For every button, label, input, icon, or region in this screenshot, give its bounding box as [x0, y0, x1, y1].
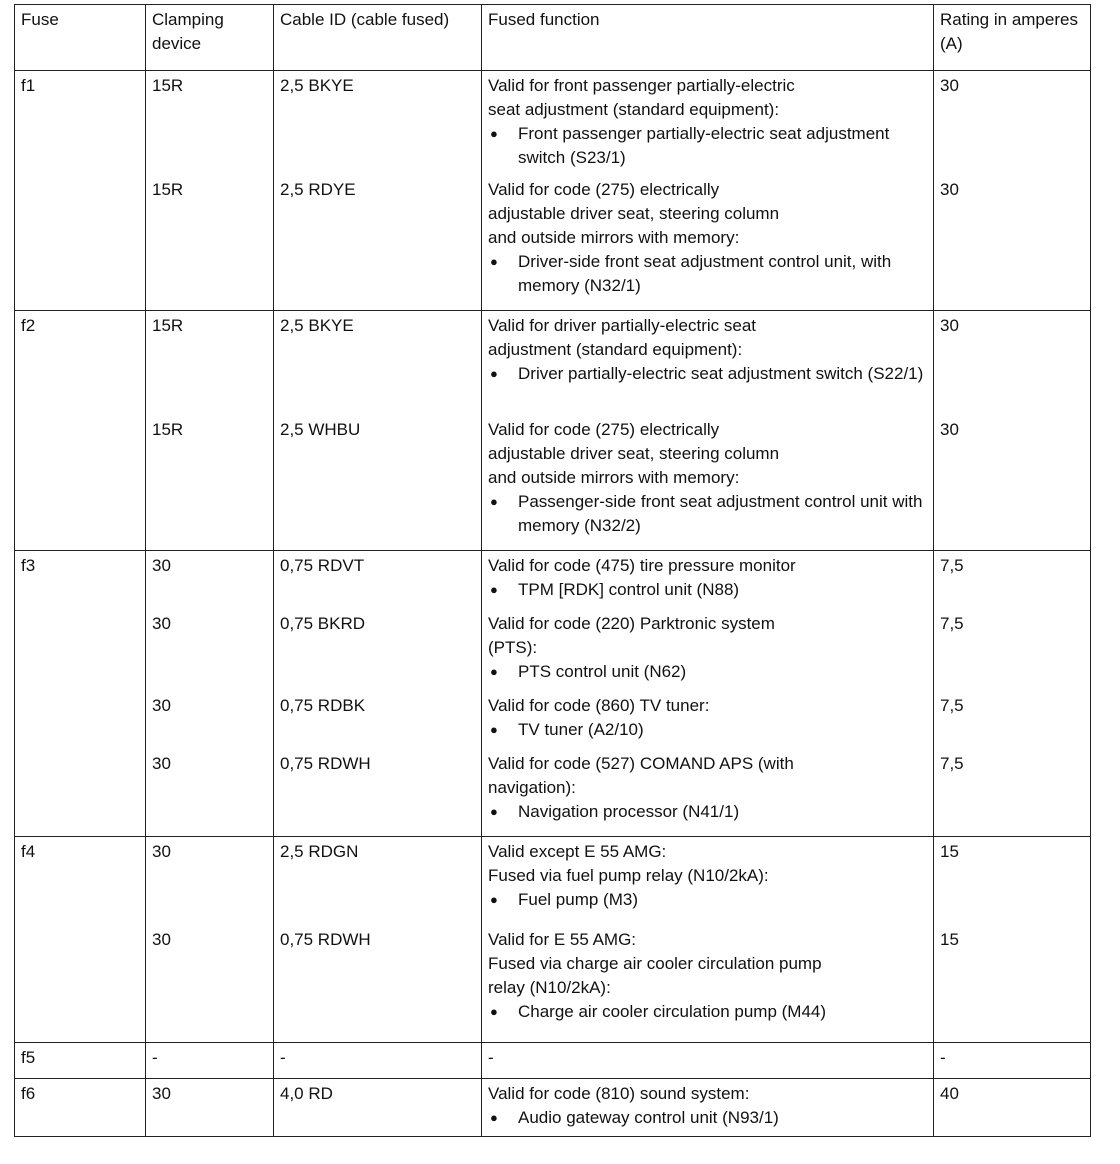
function-description-line: navigation):: [488, 778, 576, 797]
fuse-id: f6: [15, 1079, 146, 1137]
function-description-line: relay (N10/2kA):: [488, 978, 611, 997]
fuse-id: f5: [15, 1043, 146, 1079]
function-description-line: Valid for code (475) tire pressure monitor: [488, 556, 796, 575]
clamping-device: 30: [152, 930, 171, 949]
function-description-line: Valid for code (220) Parktronic system: [488, 614, 775, 633]
function-entry: [488, 694, 927, 752]
cable-id: 2,5 RDYE: [280, 180, 356, 199]
clamping-device: 15R: [152, 180, 184, 199]
function-description-line: adjustable driver seat, steering column: [488, 204, 780, 223]
function-description-line: Valid for E 55 AMG:: [488, 930, 637, 949]
clamping-device-cell: [146, 837, 274, 1043]
clamping-device: 30: [152, 842, 171, 861]
fuse-row: [15, 311, 1091, 551]
function-entry: [488, 1082, 927, 1132]
cable-id: 2,5 BKYE: [280, 316, 354, 335]
component-bullet-item: ● PTS control unit (N62): [488, 660, 927, 684]
rating-cell: [934, 837, 1091, 1043]
component-bullet-item: ● Fuel pump (M3): [488, 888, 927, 912]
clamping-device: 15R: [152, 76, 184, 95]
rating-value: 30: [940, 316, 959, 335]
fuse-id: f2: [15, 311, 146, 551]
header-fused-function: Fused function: [482, 5, 934, 71]
cable-id-cell: [274, 311, 482, 551]
function-description-line: Fused via fuel pump relay (N10/2kA):: [488, 866, 769, 885]
cable-id: 0,75 RDBK: [280, 696, 366, 715]
function-description-line: Valid for code (860) TV tuner:: [488, 696, 710, 715]
clamping-device: 30: [152, 1084, 171, 1103]
component-bullet-item: ● TV tuner (A2/10): [488, 718, 927, 742]
clamping-device: 30: [152, 556, 171, 575]
fuse-row: [15, 551, 1091, 837]
function-entry: [488, 314, 927, 418]
rating-cell: [934, 551, 1091, 837]
function-entry: [488, 752, 927, 832]
component-bullet-item: ● Front passenger partially-electric seat adjustment switch (S23/1): [488, 122, 927, 170]
rating-value: 30: [940, 180, 959, 199]
rating-value: -: [940, 1048, 946, 1067]
rating-value: 7,5: [940, 556, 964, 575]
function-description-line: Valid for driver partially-electric seat: [488, 316, 756, 335]
rating-value: 7,5: [940, 754, 964, 773]
cable-id-cell: [274, 71, 482, 311]
function-description-line: and outside mirrors with memory:: [488, 228, 740, 247]
cable-id: 0,75 RDWH: [280, 754, 371, 773]
header-row: [15, 5, 1091, 71]
function-entry: [488, 1046, 927, 1074]
rating-value: 30: [940, 76, 959, 95]
clamping-device: 30: [152, 754, 171, 773]
clamping-device: 30: [152, 696, 171, 715]
cable-id: 2,5 BKYE: [280, 76, 354, 95]
function-entry: [488, 840, 927, 928]
function-description-line: Valid for code (275) electrically: [488, 420, 720, 439]
fused-function-cell: [482, 1079, 934, 1137]
function-entry: [488, 928, 927, 1038]
rating-value: 15: [940, 842, 959, 861]
cable-id: 0,75 BKRD: [280, 614, 366, 633]
function-entry: [488, 74, 927, 178]
rating-cell: [934, 1043, 1091, 1079]
cable-id-cell: [274, 551, 482, 837]
function-entry: [488, 612, 927, 694]
fuse-row: [15, 1079, 1091, 1137]
cable-id: -: [280, 1048, 286, 1067]
header-clamping-device: Clamping device: [146, 5, 274, 71]
clamping-device: -: [152, 1048, 158, 1067]
cable-id: 4,0 RD: [280, 1084, 333, 1103]
component-bullet-item: ● TPM [RDK] control unit (N88): [488, 578, 927, 602]
fused-function-cell: [482, 551, 934, 837]
fuse-table: [14, 4, 1091, 1137]
function-description-line: Fused via charge air cooler circulation pump: [488, 954, 822, 973]
function-entry: [488, 178, 927, 306]
component-bullet-item: ● Charge air cooler circulation pump (M44): [488, 1000, 927, 1024]
component-bullet-item: ● Navigation processor (N41/1): [488, 800, 927, 824]
fused-function-cell: [482, 71, 934, 311]
rating-value: 7,5: [940, 696, 964, 715]
fused-function-cell: [482, 311, 934, 551]
clamping-device: 15R: [152, 316, 184, 335]
function-description-line: (PTS):: [488, 638, 538, 657]
function-entry: [488, 554, 927, 612]
function-description-line: and outside mirrors with memory:: [488, 468, 740, 487]
fuse-id: f3: [15, 551, 146, 837]
rating-value: 15: [940, 930, 959, 949]
clamping-device: 15R: [152, 420, 184, 439]
function-description-line: adjustment (standard equipment):: [488, 340, 743, 359]
function-description-line: adjustable driver seat, steering column: [488, 444, 780, 463]
clamping-device-cell: [146, 1043, 274, 1079]
clamping-device-cell: [146, 1079, 274, 1137]
header-cable-id: Cable ID (cable fused): [274, 5, 482, 71]
clamping-device: 30: [152, 614, 171, 633]
component-bullet-item: ● Driver-side front seat adjustment control unit, with memory (N32/1): [488, 250, 927, 298]
function-description-line: Valid except E 55 AMG:: [488, 842, 667, 861]
cable-id-cell: [274, 837, 482, 1043]
function-description-line: Valid for code (527) COMAND APS (with: [488, 754, 794, 773]
fuse-row: [15, 71, 1091, 311]
fused-function-cell: [482, 837, 934, 1043]
function-entry: [488, 418, 927, 546]
clamping-device-cell: [146, 311, 274, 551]
rating-cell: [934, 1079, 1091, 1137]
component-bullet-item: ● Passenger-side front seat adjustment control unit with memory (N32/2): [488, 490, 927, 538]
function-description-line: seat adjustment (standard equipment):: [488, 100, 780, 119]
cable-id: 2,5 WHBU: [280, 420, 361, 439]
component-bullet-item: ● Driver partially-electric seat adjustment switch (S22/1): [488, 362, 927, 386]
cable-id: 0,75 RDWH: [280, 930, 371, 949]
rating-cell: [934, 71, 1091, 311]
fuse-row: [15, 837, 1091, 1043]
rating-value: 40: [940, 1084, 959, 1103]
cable-id-cell: [274, 1079, 482, 1137]
fuse-id: f4: [15, 837, 146, 1043]
fused-function-cell: [482, 1043, 934, 1079]
cable-id-cell: [274, 1043, 482, 1079]
component-bullet-item: ● Audio gateway control unit (N93/1): [488, 1106, 927, 1130]
function-description-line: Valid for code (810) sound system:: [488, 1084, 750, 1103]
rating-value: 7,5: [940, 614, 964, 633]
function-description-line: Valid for front passenger partially-electric: [488, 76, 795, 95]
rating-value: 30: [940, 420, 959, 439]
clamping-device-cell: [146, 551, 274, 837]
header-rating: Rating in amperes (A): [934, 5, 1091, 71]
function-description-line: -: [488, 1048, 494, 1067]
header-fuse: Fuse: [15, 5, 146, 71]
fuse-id: f1: [15, 71, 146, 311]
rating-cell: [934, 311, 1091, 551]
cable-id: 2,5 RDGN: [280, 842, 359, 861]
function-description-line: Valid for code (275) electrically: [488, 180, 720, 199]
cable-id: 0,75 RDVT: [280, 556, 365, 575]
fuse-row: [15, 1043, 1091, 1079]
clamping-device-cell: [146, 71, 274, 311]
